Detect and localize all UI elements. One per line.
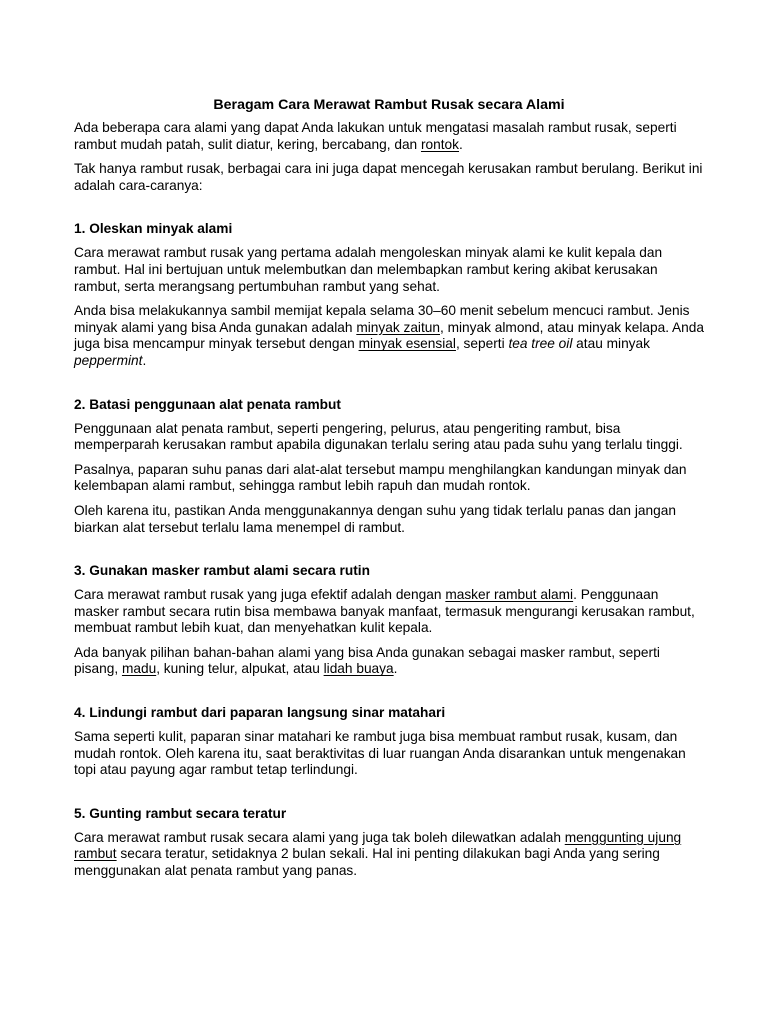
document-title: Beragam Cara Merawat Rambut Rusak secara Alami <box>213 97 565 113</box>
section-2-paragraph-3 <box>74 503 704 536</box>
text-run: Ada beberapa cara alami yang dapat Anda lakukan untuk mengatasi masalah rambut rusak, seperti rambut mudah patah, sulit diatur, kering, bercabang, dan <box>74 120 677 152</box>
text-link[interactable]: madu <box>121 661 157 677</box>
section-2-paragraph-2 <box>74 462 704 495</box>
text-run: Penggunaan alat penata rambut, seperti pengering, pelurus, atau pengeriting rambut, bisa memperparah kerusakan rambut apabila digunakan terlalu sering atau pada suhu yang terlalu tinggi. <box>74 420 683 453</box>
text-run: Pasalnya, paparan suhu panas dari alat-alat tersebut mampu menghilangkan kandungan minyak dan kelembapan alami rambut, sehingga rambut lebih rapuh dan mudah rontok. <box>74 461 687 494</box>
intro-paragraph-2 <box>74 161 704 194</box>
italic-term: tea tree oil <box>508 336 573 352</box>
text-run: . Penggunaan masker rambut secara rutin bisa membawa banyak manfaat, termasuk mengurangi kerusakan rambut, membuat rambut lebih kuat, dan menyehatkan kulit kepala. <box>74 587 695 636</box>
section-heading-3: 3. Gunakan masker rambut alami secara rutin <box>74 563 370 579</box>
text-run: Sama seperti kulit, paparan sinar matahari ke rambut juga bisa membuat rambut rusak, kusam, dan mudah rontok. Oleh karena itu, saat beraktivitas di luar ruangan Anda disarankan untuk mengenakan topi atau payung agar rambut tetap terlindungi. <box>74 729 686 778</box>
text-run: Anda bisa melakukannya sambil memijat kepala selama 30–60 menit sebelum mencuci rambut. Jenis minyak alami yang bisa Anda gunakan adalah <box>74 303 690 335</box>
section-heading-5: 5. Gunting rambut secara teratur <box>74 805 287 821</box>
text-link[interactable]: minyak zaitun <box>356 319 440 335</box>
text-run: Oleh karena itu, pastikan Anda menggunakannya dengan suhu yang tidak terlalu panas dan jangan biarkan alat tersebut terlalu lama menempel di rambut. <box>74 502 676 535</box>
text-link[interactable]: masker rambut alami <box>445 587 574 603</box>
text-link[interactable]: rontok <box>420 136 460 152</box>
text-link[interactable]: menggunting ujung rambut <box>74 829 682 862</box>
text-run: Cara merawat rambut rusak secara alami yang juga tak boleh dilewatkan adalah <box>74 829 565 845</box>
text-run: , seperti <box>455 336 509 352</box>
section-heading-2: 2. Batasi penggunaan alat penata rambut <box>74 396 341 412</box>
text-run: . <box>142 352 147 368</box>
text-run: . <box>459 136 463 152</box>
section-3-paragraph-2 <box>74 645 704 678</box>
text-run: atau minyak <box>572 336 650 352</box>
text-run: Ada banyak pilihan bahan-bahan alami yang bisa Anda gunakan sebagai masker rambut, seperti pisang, <box>74 644 660 677</box>
section-1-paragraph-2 <box>74 303 704 369</box>
text-run: secara teratur, setidaknya 2 bulan sekali. Hal ini penting dilakukan bagi Anda yang sering menggunakan alat penata rambut yang panas. <box>74 846 660 879</box>
text-run: , minyak almond, atau minyak kelapa. Anda juga bisa mencampur minyak tersebut dengan <box>74 319 705 352</box>
text-link[interactable]: lidah buaya <box>323 661 394 677</box>
document-page <box>74 96 704 888</box>
text-run: Cara merawat rambut rusak yang juga efektif adalah dengan <box>74 587 446 603</box>
section-heading-4: 4. Lindungi rambut dari paparan langsung sinar matahari <box>74 705 446 721</box>
section-4-paragraph-1 <box>74 729 704 779</box>
text-run: Tak hanya rambut rusak, berbagai cara ini juga dapat mencegah kerusakan rambut berulang. Berikut ini adalah cara-caranya: <box>74 161 703 193</box>
italic-term: peppermint <box>74 352 143 368</box>
section-5-paragraph-1 <box>74 830 704 880</box>
text-run: , kuning telur, alpukat, atau <box>156 661 324 677</box>
section-3-paragraph-1 <box>74 587 704 637</box>
text-run: . <box>393 661 398 677</box>
section-heading-1: 1. Oleskan minyak alami <box>74 221 233 237</box>
text-run: Cara merawat rambut rusak yang pertama adalah mengoleskan minyak alami ke kulit kepala dan rambut. Hal ini bertujuan untuk melembutkan dan melembapkan rambut kering akibat kerusakan rambut, serta merangsang pertumbuhan rambut yang sehat. <box>74 245 663 294</box>
section-1-paragraph-1 <box>74 245 704 295</box>
intro-paragraph-1 <box>74 120 704 153</box>
section-2-paragraph-1 <box>74 421 704 454</box>
text-link[interactable]: minyak esensial <box>358 336 456 352</box>
